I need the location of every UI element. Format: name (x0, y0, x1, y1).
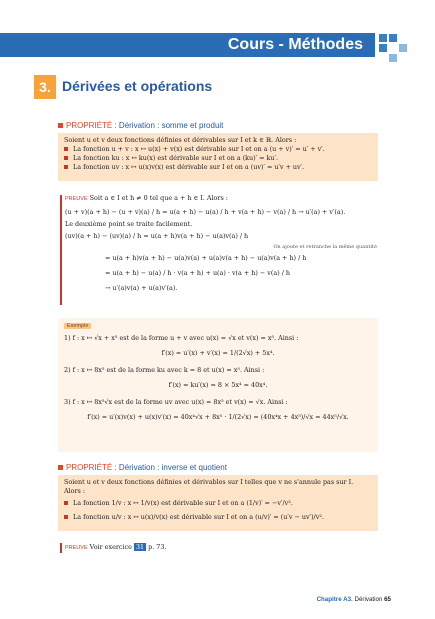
section-title: Dérivées et opérations (62, 78, 213, 94)
proof-line: = u(a + h) − u(a) / h · v(a + h) + u(a) · v(a + h) − v(a) / h (105, 269, 291, 277)
example-box (58, 318, 378, 452)
list-item: La fonction ku : x ↦ ku(x) est dérivable sur I et on a (ku)′ = ku′. (64, 154, 372, 163)
page-footer (317, 596, 391, 603)
proof-line: = u(a + h)v(a + h) − u(a)v(a) + u(a)v(a + h) − u(a)v(a + h) / h (105, 254, 307, 262)
list-item: La fonction 1/v : x ↦ 1/v(x) est dérivable sur I et on a (1/v)′ = −v′/v². (64, 499, 372, 508)
list-item: La fonction u/v : x ↦ u(x)/v(x) est dérivable sur I et on a (u/v)′ = (u′v − uv′)/v². (64, 513, 372, 522)
exercise-link[interactable]: 31 (135, 543, 145, 551)
property-heading-2: PROPRIÉTÉ : Dérivation : inverse et quotient (58, 463, 227, 472)
proof-line: (u + v)(a + h) − (u + v)(a) / h = u(a + h) − u(a) / h + v(a + h) − v(a) / h → u′(a) + v′(a). (65, 208, 346, 216)
example-tag: Exemple (64, 323, 91, 329)
section-number: 3. (34, 75, 56, 99)
page-number: 65 (384, 596, 391, 603)
example-result: f′(x) = u′(x)v(x) + u(x)v′(x) = 40x⁴√x + 8x⁵ · 1/(2√x) = (40x⁴x + 4x⁵)/√x = 44x⁵/√x. (87, 413, 349, 421)
property-box-1 (58, 133, 378, 181)
deco-square (379, 34, 387, 42)
proof-tag: PREUVE (65, 196, 88, 202)
property-marker-icon (58, 465, 63, 470)
deco-square (399, 44, 407, 52)
example-line: 2) f : x ↦ 8x⁵ est de la forme ku avec k = 8 et u(x) = x⁵. Ainsi : (64, 366, 265, 374)
example-result: f′(x) = ku′(x) = 8 × 5x⁴ = 40x⁴. (168, 381, 268, 389)
header-title: Cours - Méthodes (227, 36, 363, 53)
example-line: 3) f : x ↦ 8x⁵√x est de la forme uv avec u(x) = 8x⁵ et v(x) = √x. Ainsi : (64, 398, 288, 406)
proof-bar (60, 543, 62, 553)
footer-topic: Dérivation (354, 596, 383, 603)
property-heading-1: PROPRIÉTÉ : Dérivation : somme et produit (58, 121, 223, 130)
property-box-2 (58, 475, 378, 531)
property-intro: Soient u et v deux fonctions définies et dérivables sur I telles que v ne s'annule pas sur I. (64, 478, 354, 486)
property-intro: Soient u et v deux fonctions définies et dérivables sur I et k ∈ ℝ. Alors : (64, 136, 297, 144)
deco-square (389, 34, 397, 42)
proof-line: (uv)(a + h) − (uv)(a) / h = u(a + h)v(a + h) − u(a)v(a) / h (65, 232, 249, 240)
property-marker-icon (58, 123, 63, 128)
deco-square (389, 54, 397, 62)
proof-bar (60, 195, 62, 305)
footer-chapter: Chapitre A3. (316, 596, 353, 603)
example-result: f′(x) = u′(x) + v′(x) = 1/(2√x) + 5x⁴. (161, 349, 275, 357)
example-line: 1) f : x ↦ √x + x⁵ est de la forme u + v avec u(x) = √x et v(x) = x⁵. Ainsi : (64, 334, 299, 342)
property-intro: Alors : (64, 487, 86, 495)
proof-block-2: PREUVE Voir exercice 31 p. 73. (65, 543, 167, 551)
proof-note: On ajoute et retranche la même quantité (273, 244, 377, 250)
proof-line: Soit a ∈ I et h ≠ 0 tel que a + h ∈ I. Alors : (89, 194, 228, 202)
header-banner (0, 33, 375, 57)
proof-block-1 (65, 194, 377, 293)
proof-tag: PREUVE (65, 545, 88, 551)
list-item: La fonction u + v : x ↦ u(x) + v(x) est dérivable sur I et on a (u + v)′ = u′ + v′. (64, 145, 372, 154)
deco-square (379, 44, 387, 52)
proof-line: → u′(a)v(a) + u(a)v′(a). (105, 284, 178, 292)
list-item: La fonction uv : x ↦ u(x)v(x) est dérivable sur I et on a (uv)′ = u′v + uv′. (64, 163, 372, 172)
proof-line: Le deuxième point se traite facilement. (65, 220, 193, 228)
